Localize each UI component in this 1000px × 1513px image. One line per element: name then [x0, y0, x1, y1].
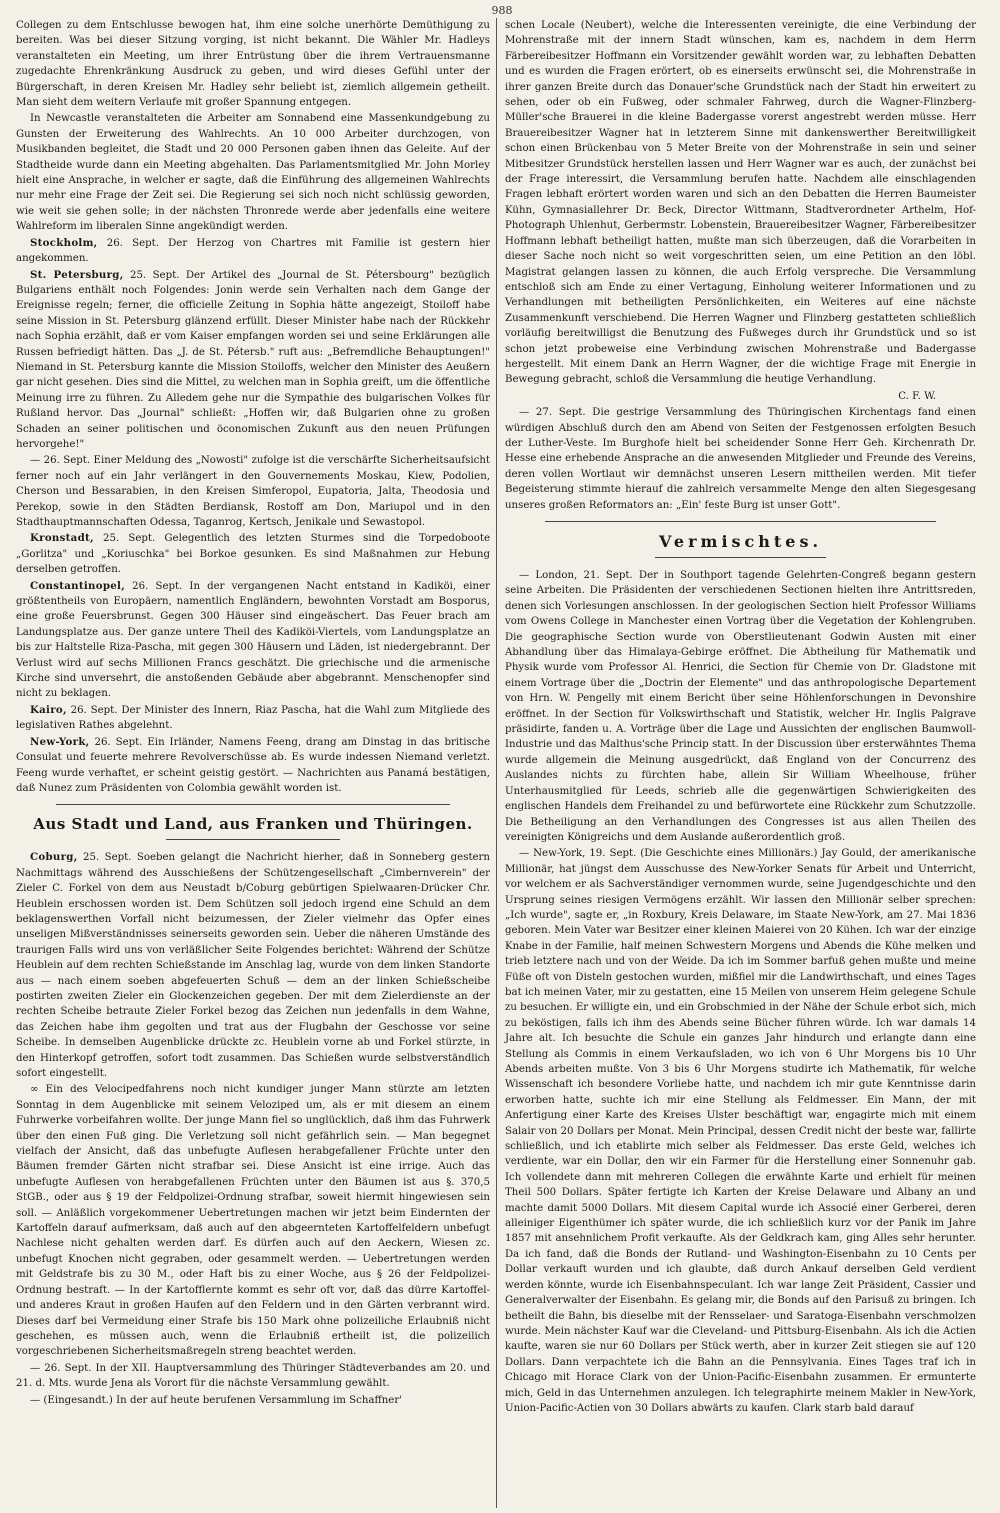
- article-paragraph: Collegen zu dem Entschlusse bewogen hat, ihm eine solche unerhörte Demüthigung zu bereiten. Was bei dieser Sitzung vorging, ist nicht bekannt. Die Wähler Mr. Hadleys veranstalteten ein Meeting, um ihrer Entrüstung über die ihrem Vertrauensmanne zugedachte Ehrenkränkung Ausdruck zu geben, und wird dieses Gefühl unter der Bürgerschaft, in deren Kreisen Mr. Hadley sehr beliebt ist, ziemlich allgemein getheilt. Man sieht dem weitern Verlaufe mit großer Spannung entgegen.: [16, 20, 490, 109]
- article-petersburg-2: — 26. Sept. Einer Meldung des „Nowosti" zufolge ist die verschärfte Sicherheitsaufsicht ferner noch auf ein Jahr verlängert in den Gouvernements Moskau, Kiew, Podolien, Cherson und Bessarabien, in den Kreisen Simferopol, Eupatoria, Jalta, Theodosia und Perekop, sowie in den Städten Berdiansk, Rostoff am Don, Mariupol und in den Stadthauptmannschaften Odessa, Taganrog, Kertsch, Jenikale und Sewastopol.: [16, 455, 490, 528]
- article-newcastle: In Newcastle veranstalteten die Arbeiter am Sonnabend eine Massenkundgebung zu Gunsten der Erweiterung des Wahlrechts. An 10 000 Arbeiter durchzogen, von Musikbanden begleitet, die Stadt und 20 000 Personen gaben ihnen das Geleite. Auf der Stadtheide wurde dann ein Meeting abgehalten. Das Parlamentsmitglied Mr. John Morley hielt eine Ansprache, in welcher er sagte, daß die Einführung des allgemeinen Wahlrechts nur mehr eine Frage der Zeit sei. Die Regierung sei sich noch nicht schlüssig geworden, wie weit sie gehen solle; in der nächsten Thronrede werde aber jedenfalls eine weitere Wahlreform im liberalen Sinne angekündigt werden.: [16, 113, 490, 233]
- dateline: Constantinopel,: [30, 579, 126, 592]
- article-petersburg: [16, 268, 490, 453]
- columns: [16, 18, 988, 1508]
- page-number: 988: [491, 4, 513, 17]
- article-staedteverband: — 26. Sept. In der XII. Hauptversammlung des Thüringer Städteverbandes am 20. und 21. d. Mts. wurde Jena als Vorort für die nächste Versammlung gewählt.: [16, 1362, 490, 1390]
- article-coburg: [16, 850, 490, 1081]
- article-eingesandt: — (Eingesandt.) In der auf heute berufenen Versammlung im Schaffner': [30, 1394, 403, 1406]
- article-london: — London, 21. Sept. Der in Southport tagende Gelehrten-Congreß begann gestern seine Arbeiten. Die Präsidenten der verschiedenen Sectionen hielten ihre Antrittsreden, denen sich Vorlesungen anschlossen. In der geologischen Section hielt Professor Williams vom Owens College in Manchester einen Vortrag über die Vegetation der Kohlengruben. Die geographische Section wurde von Oberstlieutenant Godwin Austen mit einer Abhandlung über das Himalaya-Gebirge eröffnet. Die Abtheilung für Mathematik und Physik wurde vom Professor Al. Henrici, die Section für Chemie von Dr. Gladstone mit einem Vortrage über die „Doctrin der Elemente" und das anthropologische Departement von Hrn. W. Pengelly mit einem Bericht über seine Höhlenforschungen in Devonshire eröffnet. In der Section für Volkswirthschaft und Statistik, welcher Hr. Inglis Palgrave präsidirte, fanden u. A. Vorträge über die Lage und Aussichten der englischen Baumwoll-Industrie und das Malthus'sche Princip statt. In der Discussion über ersterwähntes Thema wurde allgemein die Meinung ausgedrückt, daß England von der Concurrenz des Auslandes nichts zu fürchten habe, allein Sir William Wheelhouse, früher Unterhausmitglied für Leeds, schrieb alle die gegenwärtigen Schwierigkeiten des englischen Handels dem Freihandel zu und befürwortete eine Rückkehr zum Schutzzolle. Die Betheiligung an den Verhandlungen des Congresses ist aus allen Theilen des vereinigten Königreichs und dem Auslande außerordentlich groß.: [505, 570, 976, 843]
- author-signature: C. F. W.: [898, 390, 936, 402]
- left-column: [16, 18, 496, 1508]
- article-continued: schen Locale (Neubert), welche die Interessenten vereinigte, die eine Verbindung der Mohrenstraße mit der innern Stadt wünschen, kam es, nachdem in dem Herrn Färbereibesitzer Hoffmann ein Vorsitzender gewählt worden war, zu lebhaften Debatten und es wurden die Fragen erörtert, ob es einerseits erwünscht sei, die Mohrenstraße in ihrer ganzen Breite durch das Donauer'sche Grundstück nach der Stadt hin erweitert zu sehen, oder ob ein Fußweg, oder schmaler Fahrweg, durch die Wagner-Flinzberg-Müller'sche Brauerei in die kleine Badergasse vorerst angestrebt werden müsse. Herr Brauereibesitzer Wagner hat in letzterem Sinne mit dankenswerther Bereitwilligkeit schon einen Brückenbau von 5 Meter Breite von der Mohrenstraße in sein und seiner Mitbesitzer Grundstück herstellen lassen und Herr Wagner war es auch, der zunächst bei der Frage interessirt, die Versammlung berufen hatte. Nachdem alle einschlagenden Fragen lebhaft erörtert worden waren und sich an den Debatten die Herren Baumeister Kühn, Gymnasiallehrer Dr. Beck, Director Wittmann, Stadtverordneter Arthelm, Hof-Photograph Uhlenhut, Gerbermstr. Lobenstein, Brauereibesitzer Wagner, Färbereibesitzer Hoffmann lebhaft betheiligt hatten, mußte man sich überzeugen, daß die Vorarbeiten in dieser Sache noch nicht so weit vorgeschritten seien, um eine Petition an den löbl. Magistrat gelangen lassen zu können, die auch Erfolg verspreche. Die Versammlung entschloß sich am Ende zu einer Vertagung, Einholung weiterer Informationen und zu Verhandlungen mit betheiligten Persönlichkeiten, ein Weiteres auf eine nächste Zusammenkunft verschiebend. Die Herren Wagner und Flinzberg gestatteten schließlich vorläufig bereitwilligst die Benutzung des Fußweges durch ihr Grundstück und so ist schon jetzt probeweise eine Verbindung zwischen Mohrenstraße und Badergasse hergestellt. Mit einem Dank an Herrn Wagner, der die wichtige Frage mit Energie in Bewegung gebracht, schloß die Versammlung die heutige Verhandlung.: [505, 20, 976, 386]
- article-text: 26. Sept. Ein Irländer, Namens Feeng, drang am Dinstag in das britische Consulat und feuerte mehrere Revolverschüsse ab. Es wurde indessen Niemand verletzt. Feeng wurde verhaftet, er scheint geistig gestört. — Nachrichten aus Panamá bestätigen, daß Nunez zum Präsidenten von Colombia gewählt worden ist.: [16, 736, 490, 794]
- article-text: 25. Sept. Gelegentlich des letzten Sturmes sind die Torpedoboote „Gorlitza" und „Koriuschka" bei Borkoe gesunken. Es sind Maßnahmen zur Hebung derselben getroffen.: [16, 533, 490, 576]
- dateline: New-York,: [30, 735, 90, 748]
- article-stockholm: [16, 236, 490, 267]
- divider: [545, 521, 936, 522]
- divider: [166, 839, 340, 840]
- dateline: Stockholm,: [30, 236, 98, 249]
- article-text: 25. Sept. Der Artikel des „Journal de St. Pétersbourg" bezüglich Bulgariens enthält noch Folgendes: Jonin werde sein Verhalten nach dem Gange der Ereignisse regeln; ferner, die officielle Zeitung in Sophia hätte angezeigt, Stoiloff habe seine Mission in St. Petersburg glänzend erfüllt. Dieser Minister habe nach der Rückkehr nach Sophia erzählt, daß er vom Kaiser empfangen worden sei und seine Erklärungen alle Russen befriedigt hätten. Das „J. de St. Pétersb." ruft aus: „Befremdliche Behauptungen!" Niemand in St. Petersburg kannte die Mission Stoiloffs, welcher den Minister des Aeußern gar nicht gesehen. Dies sind die Mittel, zu welchen man in Sophia greift, um die öffentliche Meinung irre zu führen. Zu Alledem gehe nur die Sympathie des bulgarischen Volkes für Rußland hervor. Das „Journal" schließt: „Hoffen wir, daß Bulgarien ohne zu großen Schaden an seiner politischen und öconomischen Zukunft aus den neuen Prüfungen hervorgehe!": [16, 269, 490, 450]
- right-column: [496, 18, 976, 1508]
- dateline: Kairo,: [30, 703, 67, 716]
- article-kirchentag: — 27. Sept. Die gestrige Versammlung des Thüringischen Kirchentags fand einen würdigen Abschluß durch den am Abend von Seiten der Festgenossen erfolgten Besuch der Luther-Veste. Im Burghofe hielt bei scheidender Sonne Herr Geh. Kirchenrath Dr. Hesse eine erhebende Ansprache an die anwesenden Mitglieder und Freunde des Vereins, deren vollen Wortlaut wir demnächst unseren Lesern mittheilen werden. Mit tiefer Begeisterung stimmte hierauf die zahlreich versammelte Menge den alten Siegesgesang unseres großen Reformators an: „Ein' feste Burg ist unser Gott".: [505, 407, 976, 511]
- dateline: St. Petersburg,: [30, 268, 124, 281]
- divider: [655, 557, 826, 558]
- section-title-local: Aus Stadt und Land, aus Franken und Thüringen.: [33, 815, 473, 834]
- article-kairo: [16, 703, 490, 734]
- divider: [56, 804, 450, 805]
- article-constantinopel: [16, 579, 490, 702]
- article-kronstadt: [16, 531, 490, 577]
- article-text: 26. Sept. Der Minister des Innern, Riaz Pascha, hat die Wahl zum Mitgliede des legislativen Rathes abgelehnt.: [16, 704, 490, 732]
- article-velociped: ∞ Ein des Velocipedfahrens noch nicht kundiger junger Mann stürzte am letzten Sonntag in dem Augenblicke mit seinem Veloziped um, als er mit diesem an einem Fuhrwerke vorbeifahren wollte. Der junge Mann fiel so unglücklich, daß ihm das Fuhrwerk über den einen Fuß ging. Die Verletzung soll nicht gefährlich sein. — Man begegnet vielfach der Ansicht, daß das unbefugte Auflesen herabgefallener Früchte unter den Bäumen fremder Gärten nicht strafbar sei. Diese Ansicht ist eine irrige. Auch das unbefugte Auflesen von herabgefallenen Früchten unter den Bäumen ist aus §. 370,5 StGB., oder aus § 19 der Feldpolizei-Ordnung strafbar, soweit hiermit hingewiesen sein soll. — Anläßlich vorgekommener Uebertretungen machen wir jetzt beim Eindernten der Kartoffeln darauf aufmerksam, daß auch auf den abgeernteten Kartoffelfeldern unbefugt Nachlese nicht gehalten werden darf. Es dürfen auch auf den Aeckern, Wiesen zc. unbefugt Knochen nicht gegraben, oder gesammelt werden. — Uebertretungen werden mit Geldstrafe bis zu 30 M., oder Haft bis zu einer Woche, aus § 26 der Feldpolizei-Ordnung bestraft. — In der Kartofflernte kommt es sehr oft vor, daß das dürre Kartoffel- und anderes Kraut in großen Haufen auf den Feldern und in den Gärten verbrannt wird. Dieses darf bei Vermeidung einer Strafe bis 150 Mark ohne polizeiliche Erlaubniß nicht geschehen, es müssen auch, wenn die Erlaubniß ertheilt ist, die polizeilich vorgeschriebenen Sicherheitsmaßregeln streng beachtet werden.: [16, 1084, 490, 1358]
- article-text: 26. Sept. Der Herzog von Chartres mit Familie ist gestern hier angekommen.: [16, 237, 490, 265]
- article-newyork: [16, 735, 490, 797]
- section-title-misc: Vermischtes.: [658, 532, 823, 551]
- article-text: 25. Sept. Soeben gelangt die Nachricht hierher, daß in Sonneberg gestern Nachmittags während des Ausschießens der Schützengesellschaft „Cimbernverein" der Zieler C. Forkel von dem aus Neustadt b/Coburg gebürtigen Spielwaaren-Drücker Chr. Heublein erschossen worden ist. Dem Schützen soll jedoch irgend eine Schuld an dem beklagenswerthen Vorfall nicht beizumessen, der Zieler vielmehr das Opfer eines unseligen Mißverständnisses seinerseits geworden sein. Ueber die näheren Umstände des traurigen Falls wird uns von verläßlicher Seite Folgendes berichtet: Während der Schütze Heublein auf dem rechten Schießstande im Anschlag lag, wurde von dem linken Standorte aus — nach einem soeben abgefeuerten Schuß — dem an der linken Schießscheibe postirten zweiten Zieler ein Glockenzeichen gegeben. Der mit dem Zielerdienste an der rechten Scheibe betraute Zieler Forkel bezog das Zeichen nun jedenfalls in dem Wahne, das Zeichen habe ihm gegolten und trat aus der Flugbahn der Geschosse vor seine Scheibe. In demselben Augenblicke drückte zc. Heublein vorne ab und Forkel stürzte, in den Hinterkopf getroffen, sofort todt zusammen. Das Schießen wurde selbstverständlich sofort eingestellt.: [16, 852, 490, 1079]
- dateline: Kronstadt,: [30, 532, 94, 545]
- article-millionaer: — New-York, 19. Sept. (Die Geschichte eines Millionärs.) Jay Gould, der amerikanische Millionär, hat jüngst dem Ausschusse des New-Yorker Senats für Arbeit und Unterricht, vor welchem er als Sachverständiger vernommen wurde, seine Jugendgeschichte und den Ursprung seines riesigen Vermögens erzählt. Wir lassen den Millionär selber sprechen: „Ich wurde", sagte er, „in Roxbury, Kreis Delaware, im Staate New-York, am 27. Mai 1836 geboren. Mein Vater war Besitzer einer kleinen Maierei von 20 Kühen. Ich war der einzige Knabe in der Familie, half meinen Schwestern Morgens und Abends die Kühe melken und trieb letztere nach und von der Weide. Da ich im Sommer barfuß gehen mußte und meine Füße oft von Disteln gestochen wurden, mißfiel mir die Landwirthschaft, und eines Tages bat ich meinen Vater, mir zu gestatten, eine 15 Meilen von unserem Heim gelegene Schule zu besuchen. Er willigte ein, und ein Grobschmied in der Nähe der Schule erbot sich, mich zu beköstigen, falls ich ihm des Abends seine Bücher führen würde. Ich war damals 14 Jahre alt. Ich besuchte die Schule ein ganzes Jahr hindurch und erlangte dann eine Stellung als Commis in einem Verkaufsladen, wo ich von 6 Uhr Morgens bis 10 Uhr Abends arbeiten mußte. Von 3 bis 6 Uhr Morgens studirte ich Mathematik, für welche Wissenschaft ich besondere Vorliebe hatte, und nachdem ich mir gute Kenntnisse darin erworben hatte, suchte ich mir eine Stellung als Feldmesser. Ein Mann, der mit Anfertigung einer Karte des Kreises Ulster beschäftigt war, engagirte mich mit einem Salair von 20 Dollars per Monat. Mein Principal, dessen Credit nicht der beste war, fallirte schließlich, und ich etablirte mich selber als Feldmesser. Das erste Geld, welches ich verdiente, war ein Dollar, den wir ein Farmer für die Herstellung einer Sonnenuhr gab. Ich vollendete dann mit mehreren Collegen die erwähnte Karte und erhielt für meinen Theil 500 Dollars. Später fertigte ich Karten der Kreise Delaware und Albany an und machte damit 5000 Dollars. Mit diesem Capital wurde ich Associé einer Gerberei, deren alleiniger Eigenthümer ich später wurde, die ich schließlich kurz vor der Panik im Jahre 1857 mit ansehnlichem Profit verkaufte. Als der Geldkrach kam, ging Alles sehr herunter. Da ich fand, daß die Bonds der Rutland- und Washington-Eisenbahn zu 10 Cents per Dollar verkauft wurden und ich glaubte, daß durch Ankauf derselben Geld verdient werden könnte, wurde ich Eisenbahnspeculant. Ich war lange Zeit Präsident, Cassier und Generalverwalter der Eisenbahn. Es gelang mir, die Bonds auf den Parisuß zu bringen. Ich betheilt die Bahn, bis dieselbe mit der Rensselaer- und Saratoga-Eisenbahn verschmolzen wurde. Mein nächster Kauf war die Cleveland- und Pittsburg-Eisenbahn. Als ich die Actien kaufte, waren sie nur 60 Dollars per Stück werth, aber in kurzer Zeit stiegen sie auf 120 Dollars. Dann verpachtete ich die Bahn an die Pennsylvania. Eines Tages traf ich in Chicago mit Horace Clark von der Union-Pacific-Eisenbahn zusammen. Er ermunterte mich, Geld in das Unternehmen anzulegen. Ich telegraphirte meinem Makler in New-York, Union-Pacific-Actien von 30 Dollars abwärts zu kaufen. Clark starb bald darauf: [505, 848, 976, 1414]
- article-text: 26. Sept. In der vergangenen Nacht entstand in Kadiköi, einer größtentheils von Europäern, namentlich Engländern, bewohnten Vorstadt am Bosporus, eine große Feuersbrunst. Gegen 300 Häuser sind eingeäschert. Das Feuer brach am Landungsplatze aus. Der ganze untere Theil des Kadiköi-Viertels, vom Landungsplatze an bis zur Haltstelle Riza-Pascha, mit gegen 300 Häusern und Läden, ist niedergebrannt. Der Verlust wird auf sechs Millionen Francs geschätzt. Die griechische und die armenische Kirche sind unversehrt, die anstoßenden Gebäude aber abgebrannt. Menschenopfer sind nicht zu beklagen.: [16, 580, 490, 700]
- dateline: Coburg,: [30, 851, 78, 864]
